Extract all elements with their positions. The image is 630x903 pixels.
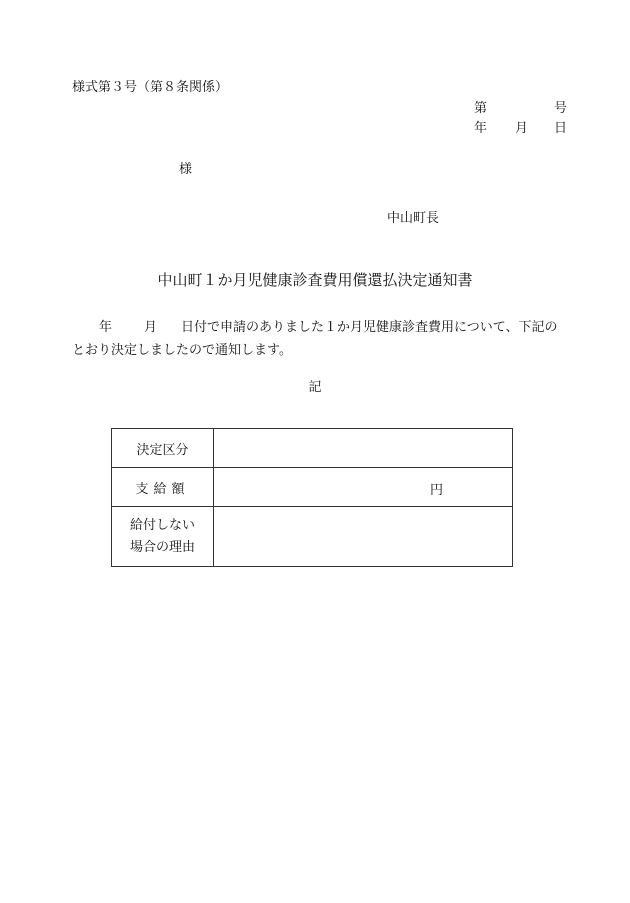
body-year: 年 (99, 320, 113, 335)
document-number-prefix: 第 (474, 101, 488, 116)
ki-heading: 記 (308, 380, 322, 395)
payment-amount-value (214, 468, 513, 507)
decision-table (111, 428, 513, 567)
body-month: 月 (144, 320, 158, 335)
form-label: 様式第３号（第８条関係） (72, 80, 229, 95)
non-payment-reason-label (112, 507, 214, 567)
body-text-rest: 日付で申請のありました１か月児健康診査費用について、下記の (181, 320, 558, 335)
body-text-line-2: とおり決定しましたので通知します。 (72, 343, 292, 358)
recipient-honorific: 様 (179, 162, 193, 177)
table-row (112, 429, 513, 468)
table-row (112, 507, 513, 567)
non-payment-reason-value (214, 507, 513, 567)
document-title: 中山町１か月児健康診査費用償還払決定通知書 (157, 271, 473, 289)
date-month: 月 (515, 121, 529, 136)
decision-category-value (214, 429, 513, 468)
table-row (112, 468, 513, 507)
document-number-suffix: 号 (553, 101, 567, 116)
payment-amount-label: 支給額 (112, 468, 214, 507)
date-year: 年 (474, 121, 488, 136)
non-payment-reason-label-line-2: 場合の理由 (129, 539, 195, 555)
date-day: 日 (553, 121, 567, 136)
sender-name: 中山町長 (387, 211, 440, 226)
decision-category-label: 決定区分 (112, 429, 214, 468)
yen-unit: 円 (430, 483, 444, 498)
non-payment-reason-label-line-1: 給付しない (129, 517, 195, 533)
